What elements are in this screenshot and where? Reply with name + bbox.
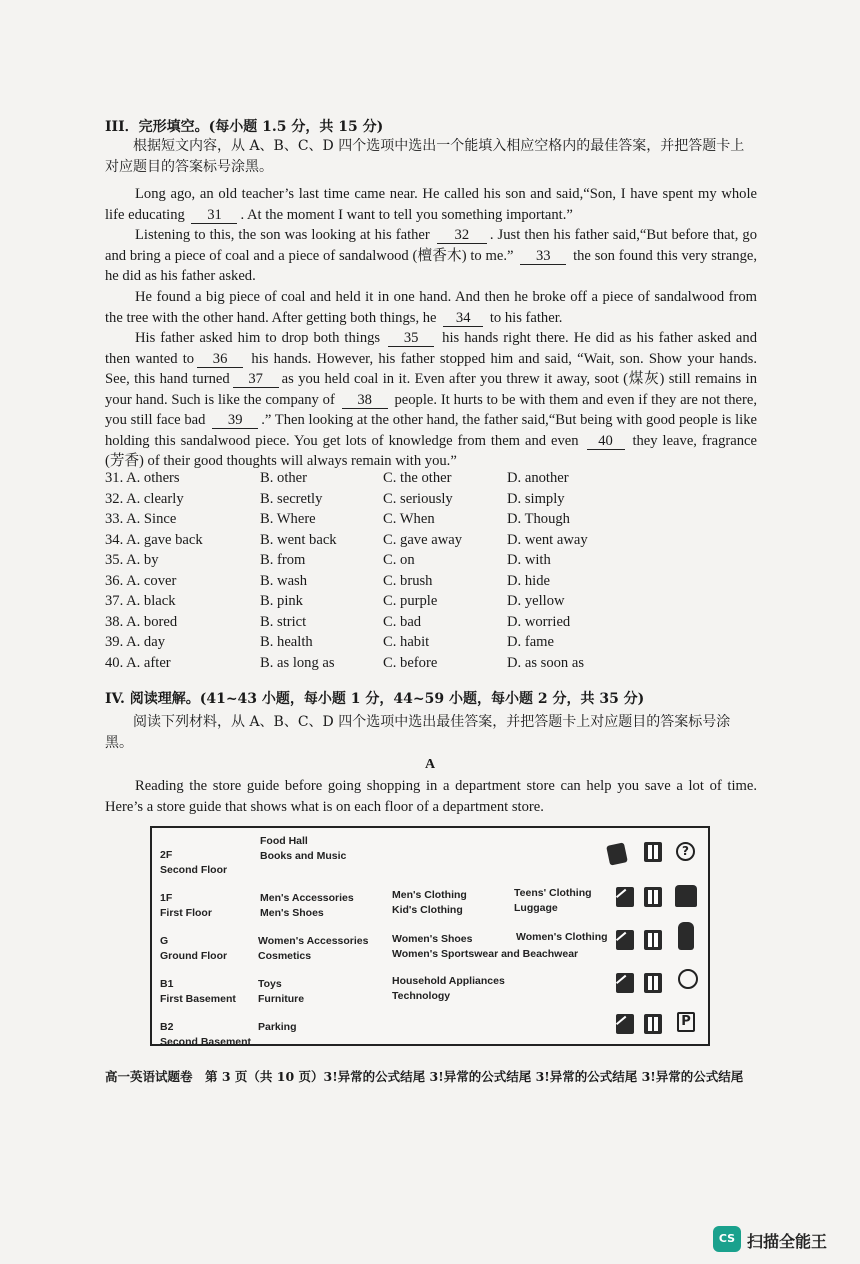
floor-code: B1 [160,978,174,990]
floor-code: B2 [160,1021,174,1033]
restroom-icon [644,1014,662,1034]
blank-38: 38 [342,393,388,409]
floor-row-2f [152,832,708,875]
floor-code: 2F [160,849,173,861]
parking-icon: P [677,1012,695,1032]
blank-40: 40 [587,434,625,450]
option-row-39: 39. A. day B. health C. habit D. fame [105,634,555,650]
restroom-icon [644,842,662,862]
option-row-34: 34. A. gave back B. went back C. gave away D. went away [105,531,588,548]
floor-dept: Food Hall [260,835,308,847]
section-3-title: III．完形填空。(每小题 1.5 分，共 15 分) [105,119,384,135]
blank-34: 34 [443,311,483,327]
floor-dept: Books and Music [260,850,347,862]
blank-31: 31 [191,208,237,224]
escalator-icon [616,887,634,907]
blank-32: 32 [437,228,487,244]
floor-row-g [152,918,708,961]
floor-row-1f [152,875,708,918]
floor-dept: Parking [258,1021,297,1033]
option-row-33: 33. A. Since B. Where C. When D. Though [105,511,570,527]
option-row-36: 36. A. cover B. wash C. brush D. hide [105,572,550,589]
section-4-instruction: 阅读下列材料，从 A、B、C、D 四个选项中选出最佳答案，并把答题卡上对应题目的答案标号涂黑。 [105,714,731,751]
floor-row-b2 [152,1004,708,1047]
floor-dept: Luggage [514,902,558,914]
blank-37: 37 [233,372,279,388]
camscanner-logo-icon: CS [713,1226,741,1252]
floor-dept: Women's Shoes [392,933,473,945]
floor-dept: Household Appliances [392,975,505,987]
floor-name: Second Basement [160,1036,252,1048]
section-3-instruction: 根据短文内容，从 A、B、C、D 四个选项中选出一个能填入相应空格内的最佳答案，并把答题卡上对应题目的答案标号涂黑。 [105,138,745,175]
floor-row-b1 [152,961,708,1004]
blank-36: 36 [197,352,243,368]
option-row-40: 40. A. after B. as long as C. before D. as soon as [105,654,585,671]
restroom-icon [644,930,662,950]
floor-dept: Kid's Clothing [392,904,463,916]
floor-name: First Basement [160,993,236,1005]
option-row-37: 37. A. black B. pink C. purple D. yellow [105,593,565,609]
option-row-32: 32. A. clearly B. secretly C. seriously D. simply [105,490,565,507]
option-row-38: 38. A. bored B. strict C. bad D. worried [105,613,571,630]
blank-39: 39 [212,413,258,429]
cloze-paragraph-3: He found a big piece of coal and held it in one hand. And then he broke off a piece of sandalwood from the tree with the other hand. After getting both things, he 34 to his father. [105,289,757,326]
floor-dept: Women's Clothing [516,931,608,943]
restroom-icon [644,973,662,993]
cloze-paragraph-2: Listening to this, the son was looking at his father 32 . Just then his father said,“But before that, go and bring a piece of coal and a piece of sandalwood (檀香木) to me.” 33 the son found this very strange, he did as his father asked. [105,227,758,284]
section-4-title: IV. 阅读理解。(41~43 小题，每小题 1 分，44~59 小题，每小题 2 分，共 35 分) [105,691,645,707]
store-guide-table [150,826,710,1046]
floor-dept: Teens' Clothing [514,887,592,899]
floor-dept: Furniture [258,993,305,1005]
floor-dept: Men's Clothing [392,889,467,901]
floor-dept: Men's Shoes [260,907,324,919]
option-row-31: 31. A. others B. other C. the other D. another [105,470,569,486]
floor-dept: Cosmetics [258,950,312,962]
globe-icon [678,969,698,989]
escalator-icon [616,973,634,993]
passage-a-intro: Reading the store guide before going shopping in a department store can help you save a lot of time. Here’s a store guide that shows what is on each floor of a department store. [105,778,757,815]
dress-icon [678,922,694,950]
escalator-icon [616,930,634,950]
option-row-35: 35. A. by B. from C. on D. with [105,552,551,568]
floor-dept: Women's Sportswear and Beachwear [392,948,579,960]
floor-dept: Toys [258,978,282,990]
floor-name: Ground Floor [160,950,228,962]
escalator-icon [616,1014,634,1034]
floor-dept: Men's Accessories [260,892,354,904]
help-icon: ? [676,842,695,861]
floor-code: G [160,935,169,947]
page-footer: 高一英语试题卷 第 3 页（共 10 页）3!异常的公式结尾 3!异常的公式结尾 3!异常的公式结尾 3!异常的公式结尾 [105,1069,744,1084]
restroom-icon [644,887,662,907]
floor-dept: Technology [392,990,451,1002]
floor-name: First Floor [160,907,212,919]
passage-a-label: A [424,757,436,772]
shirt-icon [675,885,697,907]
blank-33: 33 [520,249,566,265]
answer-options [105,470,765,675]
floor-code: 1F [160,892,173,904]
books-icon [606,842,628,865]
cloze-paragraph-4: His father asked him to drop both things 35 his hands right there. He did as his father asked and then wanted to 36 his hands. However, his father stopped him and said, “Wait, son. Show your hands. See, this hand turned 37 as you held coal in it. Even after you threw it away, soot (煤灰) still remains in your hand. Such is like the company of 38 people. It hurts to be with them and even if they are not there, you still face bad 39 .” Then looking at the other hand, the father said,“But being with good people is like holding this sandalwood piece. You get lots of knowledge from them and even 40 they leave, fragrance (芳香) of their good thoughts will always remain with you.” [105,330,758,469]
floor-name: Second Floor [160,864,228,876]
floor-dept: Women's Accessories [258,935,369,947]
cloze-paragraph-1: Long ago, an old teacher’s last time came near. He called his son and said,“Son, I have spent my whole life educating 31 . At the moment I want to tell you something important.” [105,186,757,223]
blank-35: 35 [388,331,434,347]
brand-name: 扫描全能王 [747,1232,828,1251]
